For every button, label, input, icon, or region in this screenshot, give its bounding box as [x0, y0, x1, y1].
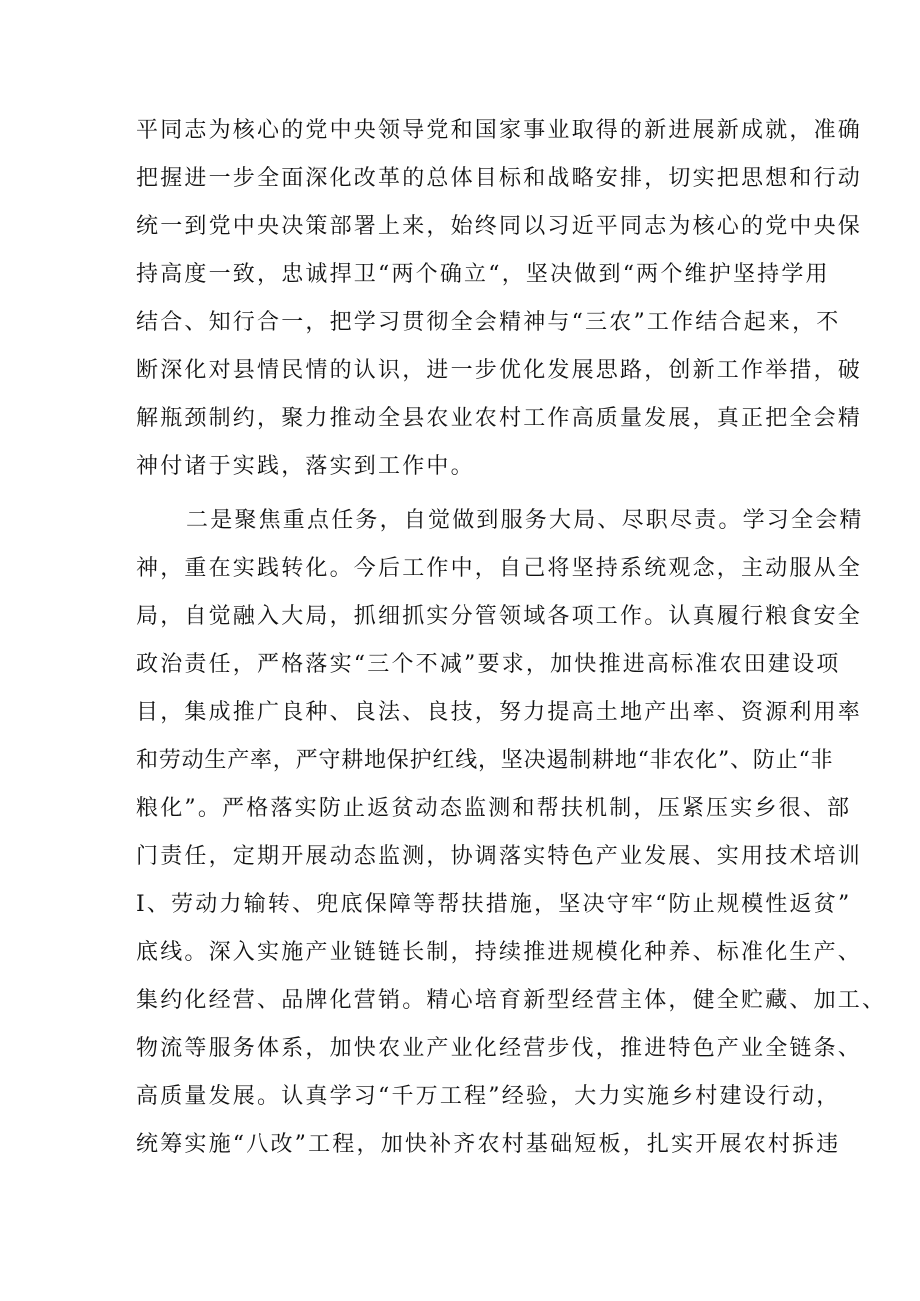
text-line: 统筹实施“八改”工程，加快补齐农村基础短板，扎实开展农村拆违 — [136, 1132, 841, 1157]
text-line: 物流等服务体系，加快农业产业化经营步伐，推进特色产业全链条、 — [136, 1036, 863, 1061]
text-line: 解瓶颈制约，聚力推动全县农业农村工作高质量发展，真正把全会精 — [136, 406, 863, 431]
text-line: Ⅰ、劳动力输转、兜底保障等帮扶措施，坚决守牢“防止规模性返贫” — [136, 892, 852, 917]
paragraph-start-line: 二是聚焦重点任务，自觉做到服务大局、尽职尽责。学习全会精 — [186, 508, 864, 533]
text-line: 统一到党中央决策部署上来，始终同以习近平同志为核心的党中央保 — [136, 214, 863, 239]
text-line: 和劳动生产率，严守耕地保护红线，坚决遏制耕地“非农化”、防止“非 — [136, 748, 834, 773]
text-line: 局，自觉融入大局，抓细抓实分管领域各项工作。认真履行粮食安全 — [136, 604, 863, 629]
text-line: 持高度一致，忠诚捍卫“两个确立“，坚决做到“两个维护坚持学用 — [136, 262, 830, 287]
text-line: 政治责任，严格落实“三个不减”要求，加快推进高标准农田建设项 — [136, 652, 841, 677]
text-line: 神付诸于实践，落实到工作中。 — [136, 454, 475, 479]
text-line: 把握进一步全面深化改革的总体目标和战略安排，切实把思想和行动 — [136, 166, 863, 191]
text-line: 结合、知行合一，把学习贯彻全会精神与“三农”工作结合起来，不 — [136, 310, 841, 335]
text-line: 平同志为核心的党中央领导党和国家事业取得的新进展新成就，准确 — [136, 118, 863, 143]
text-line: 集约化经营、品牌化营销。精心培育新型经营主体，健全贮藏、加工、 — [136, 988, 887, 1013]
text-line: 粮化”。严格落实防止返贫动态监测和帮扶机制，压紧压实乡很、部 — [136, 796, 852, 821]
text-line: 断深化对县情民情的认识，进一步优化发展思路，创新工作举措，破 — [136, 358, 863, 383]
text-line: 高质量发展。认真学习“千万工程”经验，大力实施乡村建设行动， — [136, 1084, 841, 1109]
text-line: 门责任，定期开展动态监测，协调落实特色产业发展、实用技术培训 — [136, 844, 863, 869]
text-line: 目，集成推广良种、良法、良技，努力提高土地产出率、资源利用率 — [136, 700, 863, 725]
text-line: 神，重在实践转化。今后工作中，自己将坚持系统观念，主动服从全 — [136, 556, 863, 581]
text-line: 底线。深入实施产业链链长制，持续推进规模化种养、标准化生产、 — [136, 940, 863, 965]
